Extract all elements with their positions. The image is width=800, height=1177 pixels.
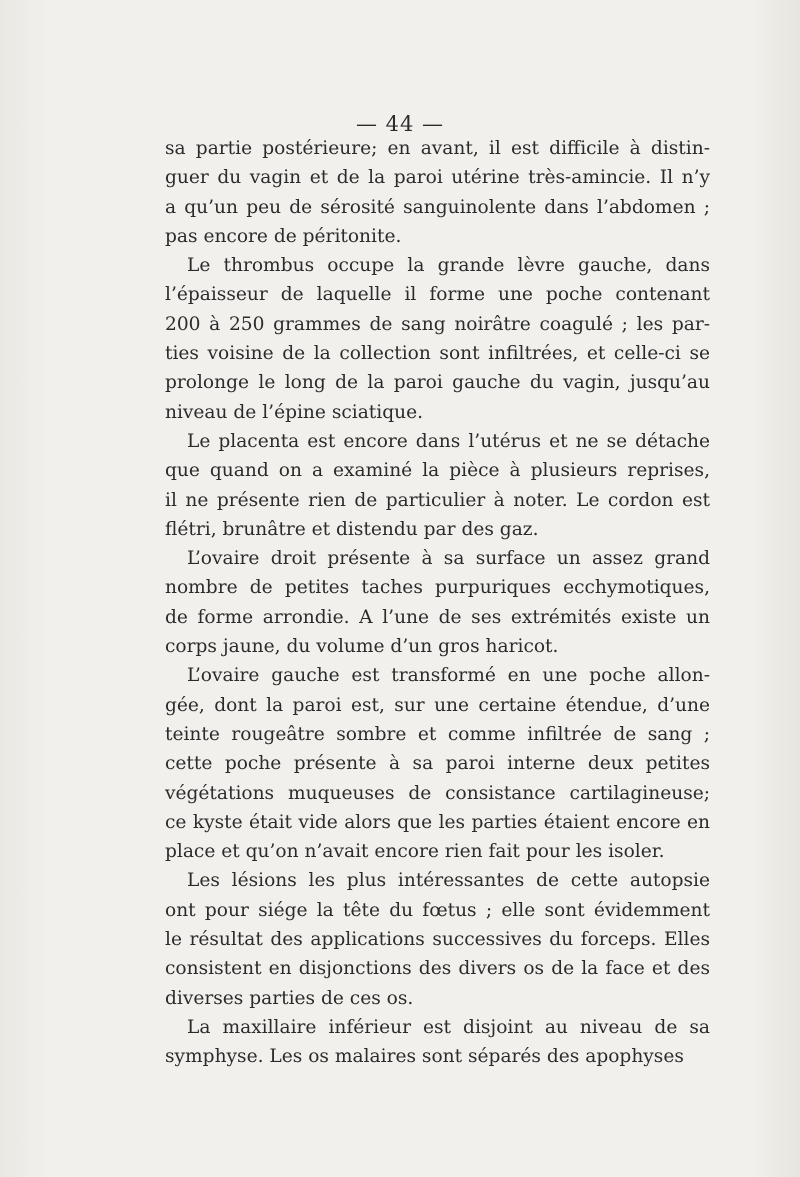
paragraph bbox=[165, 134, 710, 251]
text-line: Les lésions les plus intéressantes de cette autopsie bbox=[187, 870, 710, 892]
text-line: Le thrombus occupe la grande lèvre gauche, dans bbox=[187, 255, 710, 277]
text-line: végétations muqueuses de consistance cartilagineuse; bbox=[165, 782, 710, 804]
paragraph bbox=[165, 1013, 710, 1072]
paragraph bbox=[165, 427, 710, 544]
paragraph bbox=[165, 866, 710, 1012]
text-line: pas encore de péritonite. bbox=[165, 225, 402, 247]
text-line: guer du vagin et de la paroi utérine très-amincie. Il n’y bbox=[165, 167, 710, 189]
text-line: niveau de l’épine sciatique. bbox=[165, 401, 424, 423]
text-line: il ne présente rien de particulier à noter. Le cordon est bbox=[165, 489, 710, 511]
text-line: Le placenta est encore dans l’utérus et ne se détache bbox=[187, 430, 710, 452]
text-line: teinte rougeâtre sombre et comme infiltrée de sang ; bbox=[165, 723, 710, 745]
text-line: consistent en disjonctions des divers os de la face et des bbox=[165, 958, 710, 980]
text-line: diverses parties de ces os. bbox=[165, 987, 414, 1009]
text-line: L’ovaire gauche est transformé en une poche allon- bbox=[187, 665, 710, 687]
page-number: — 44 — bbox=[355, 112, 445, 136]
text-line: ce kyste était vide alors que les parties étaient encore en bbox=[165, 811, 710, 833]
text-line: place et qu’on n’avait encore rien fait pour les isoler. bbox=[165, 841, 665, 863]
text-line: cette poche présente à sa paroi interne deux petites bbox=[165, 753, 710, 775]
text-line: nombre de petites taches purpuriques ecchymotiques, bbox=[165, 577, 710, 599]
text-line: corps jaune, du volume d’un gros haricot. bbox=[165, 636, 559, 658]
text-line: de forme arrondie. A l’une de ses extrémités existe un bbox=[165, 606, 710, 628]
paragraph bbox=[165, 661, 710, 866]
text-line: flétri, brunâtre et distendu par des gaz. bbox=[165, 518, 539, 540]
text-line: que quand on a examiné la pièce à plusieurs reprises, bbox=[165, 460, 710, 482]
text-line: le résultat des applications successives du forceps. Elles bbox=[165, 929, 710, 951]
text-line: L’ovaire droit présente à sa surface un assez grand bbox=[187, 548, 710, 570]
text-line: ont pour siége la tête du fœtus ; elle sont évidemment bbox=[165, 899, 710, 921]
text-line: La maxillaire inférieur est disjoint au niveau de sa bbox=[187, 1016, 710, 1038]
text-line: sa partie postérieure; en avant, il est difficile à distin- bbox=[165, 138, 710, 159]
text-line: prolonge le long de la paroi gauche du vagin, jusqu’au bbox=[165, 372, 710, 394]
text-line: 200 à 250 grammes de sang noirâtre coagulé ; les par- bbox=[165, 313, 710, 335]
text-line: ties voisine de la collection sont infiltrées, et celle-ci se bbox=[165, 343, 710, 365]
text-line: l’épaisseur de laquelle il forme une poche contenant bbox=[165, 284, 710, 306]
paragraph bbox=[165, 544, 710, 661]
text-line: gée, dont la paroi est, sur une certaine étendue, d’une bbox=[165, 694, 710, 716]
text-line: symphyse. Les os malaires sont séparés des apophyses bbox=[165, 1046, 684, 1068]
paragraph bbox=[165, 251, 710, 427]
body-text bbox=[165, 134, 710, 1072]
text-line: a qu’un peu de sérosité sanguinolente dans l’abdomen ; bbox=[165, 196, 710, 218]
